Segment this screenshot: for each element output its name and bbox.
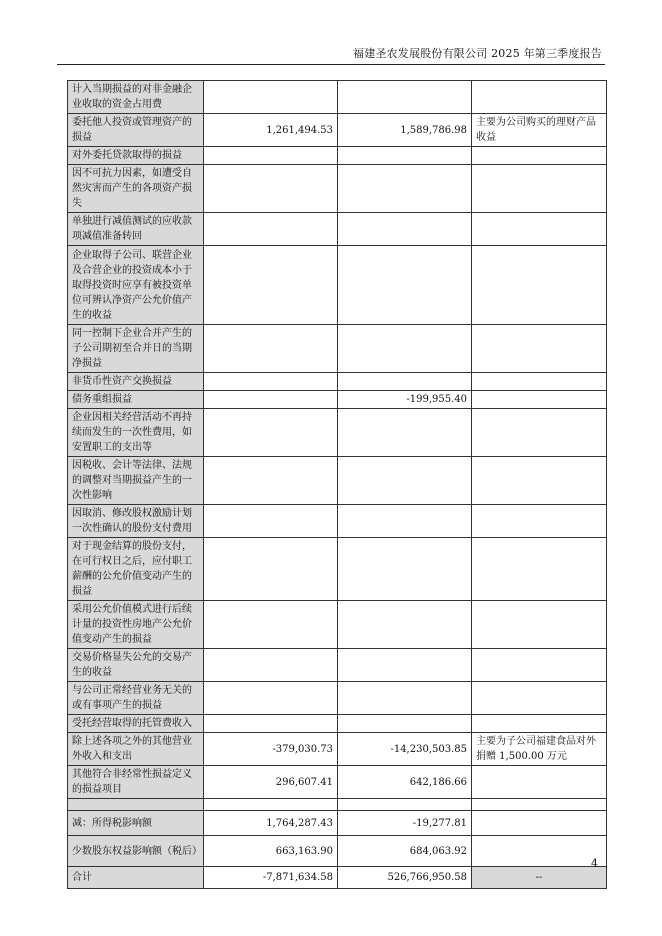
table-row bbox=[68, 147, 607, 165]
current-period-value: 1,261,494.53 bbox=[204, 114, 338, 147]
item-note bbox=[472, 505, 607, 538]
current-period-value bbox=[204, 391, 338, 409]
item-label: 非货币性资产交换损益 bbox=[68, 373, 204, 391]
table-row bbox=[68, 682, 607, 715]
table-row bbox=[68, 715, 607, 733]
item-note: 主要为公司购买的理财产品收益 bbox=[472, 114, 607, 147]
current-period-value bbox=[204, 147, 338, 165]
table-row bbox=[68, 325, 607, 373]
year-to-date-value: 1,589,786.98 bbox=[338, 114, 472, 147]
header-divider bbox=[57, 64, 605, 65]
current-period-value bbox=[204, 682, 338, 715]
item-label: 单独进行减值测试的应收款项减值准备转回 bbox=[68, 213, 204, 246]
item-note bbox=[472, 165, 607, 213]
table-row-total bbox=[68, 867, 607, 889]
table-row bbox=[68, 373, 607, 391]
current-period-value bbox=[204, 81, 338, 114]
year-to-date-value: 684,063.92 bbox=[338, 836, 472, 867]
year-to-date-value bbox=[338, 538, 472, 601]
item-note bbox=[472, 373, 607, 391]
table-row bbox=[68, 811, 607, 836]
item-label bbox=[68, 799, 204, 811]
item-note bbox=[472, 147, 607, 165]
year-to-date-value bbox=[338, 325, 472, 373]
year-to-date-value bbox=[338, 147, 472, 165]
year-to-date-value: 526,766,950.58 bbox=[338, 867, 472, 889]
item-note bbox=[472, 715, 607, 733]
year-to-date-value: 642,186.66 bbox=[338, 766, 472, 799]
year-to-date-value: -19,277.81 bbox=[338, 811, 472, 836]
item-label: 受托经营取得的托管费收入 bbox=[68, 715, 204, 733]
item-label: 因不可抗力因素，如遭受自然灾害而产生的各项资产损失 bbox=[68, 165, 204, 213]
year-to-date-value bbox=[338, 213, 472, 246]
table-row bbox=[68, 649, 607, 682]
table-row bbox=[68, 601, 607, 649]
item-note: -- bbox=[472, 867, 607, 889]
table-row bbox=[68, 457, 607, 505]
current-period-value bbox=[204, 325, 338, 373]
table-row bbox=[68, 114, 607, 147]
year-to-date-value bbox=[338, 715, 472, 733]
item-note bbox=[472, 682, 607, 715]
item-label: 同一控制下企业合并产生的子公司期初至合并日的当期净损益 bbox=[68, 325, 204, 373]
year-to-date-value: -14,230,503.85 bbox=[338, 733, 472, 766]
current-period-value bbox=[204, 538, 338, 601]
item-note bbox=[472, 799, 607, 811]
year-to-date-value bbox=[338, 457, 472, 505]
item-label: 因税收、会计等法律、法规的调整对当期损益产生的一次性影响 bbox=[68, 457, 204, 505]
page-number: 4 bbox=[591, 857, 598, 870]
item-note bbox=[472, 391, 607, 409]
table-row bbox=[68, 409, 607, 457]
item-note bbox=[472, 325, 607, 373]
current-period-value bbox=[204, 601, 338, 649]
year-to-date-value bbox=[338, 246, 472, 325]
item-label: 采用公允价值模式进行后续计量的投资性房地产公允价值变动产生的损益 bbox=[68, 601, 204, 649]
current-period-value bbox=[204, 505, 338, 538]
year-to-date-value bbox=[338, 409, 472, 457]
non-recurring-gains-losses-table bbox=[67, 80, 607, 889]
item-label: 债务重组损益 bbox=[68, 391, 204, 409]
table-row bbox=[68, 538, 607, 601]
item-label: 少数股东权益影响额（税后） bbox=[68, 836, 204, 867]
current-period-value bbox=[204, 649, 338, 682]
current-period-value: -7,871,634.58 bbox=[204, 867, 338, 889]
item-label: 委托他人投资或管理资产的损益 bbox=[68, 114, 204, 147]
item-note bbox=[472, 246, 607, 325]
current-period-value: 1,764,287.43 bbox=[204, 811, 338, 836]
year-to-date-value bbox=[338, 649, 472, 682]
current-period-value bbox=[204, 799, 338, 811]
year-to-date-value bbox=[338, 601, 472, 649]
table-row bbox=[68, 391, 607, 409]
table-row-blank bbox=[68, 799, 607, 811]
table-row bbox=[68, 766, 607, 799]
table-row bbox=[68, 246, 607, 325]
item-note bbox=[472, 81, 607, 114]
current-period-value: 296,607.41 bbox=[204, 766, 338, 799]
table-row bbox=[68, 505, 607, 538]
item-label: 减：所得税影响额 bbox=[68, 811, 204, 836]
year-to-date-value bbox=[338, 799, 472, 811]
item-note bbox=[472, 766, 607, 799]
item-label: 对于现金结算的股份支付，在可行权日之后，应付职工薪酬的公允价值变动产生的损益 bbox=[68, 538, 204, 601]
current-period-value bbox=[204, 715, 338, 733]
year-to-date-value bbox=[338, 81, 472, 114]
item-label: 交易价格显失公允的交易产生的收益 bbox=[68, 649, 204, 682]
year-to-date-value bbox=[338, 373, 472, 391]
table-row bbox=[68, 733, 607, 766]
item-note bbox=[472, 538, 607, 601]
table-row bbox=[68, 836, 607, 867]
item-note bbox=[472, 457, 607, 505]
current-period-value: -379,030.73 bbox=[204, 733, 338, 766]
item-label: 与公司正常经营业务无关的或有事项产生的损益 bbox=[68, 682, 204, 715]
item-note: 主要为子公司福建食品对外捐赠 1,500.00 万元 bbox=[472, 733, 607, 766]
year-to-date-value bbox=[338, 682, 472, 715]
current-period-value bbox=[204, 246, 338, 325]
year-to-date-value bbox=[338, 165, 472, 213]
table-row bbox=[68, 213, 607, 246]
current-period-value bbox=[204, 409, 338, 457]
current-period-value bbox=[204, 165, 338, 213]
item-label: 合计 bbox=[68, 867, 204, 889]
current-period-value bbox=[204, 373, 338, 391]
current-period-value bbox=[204, 457, 338, 505]
year-to-date-value bbox=[338, 505, 472, 538]
current-period-value bbox=[204, 213, 338, 246]
item-note bbox=[472, 811, 607, 836]
item-note bbox=[472, 601, 607, 649]
item-note bbox=[472, 409, 607, 457]
item-note bbox=[472, 836, 607, 867]
item-note bbox=[472, 649, 607, 682]
item-label: 企业因相关经营活动不再持续而发生的一次性费用，如安置职工的支出等 bbox=[68, 409, 204, 457]
report-header-title: 福建圣农发展股份有限公司 2025 年第三季度报告 bbox=[353, 47, 602, 60]
table-row bbox=[68, 165, 607, 213]
item-label: 因取消、修改股权激励计划一次性确认的股份支付费用 bbox=[68, 505, 204, 538]
current-period-value: 663,163.90 bbox=[204, 836, 338, 867]
item-label: 其他符合非经常性损益定义的损益项目 bbox=[68, 766, 204, 799]
table-row bbox=[68, 81, 607, 114]
item-label: 计入当期损益的对非金融企业收取的资金占用费 bbox=[68, 81, 204, 114]
item-label: 对外委托贷款取得的损益 bbox=[68, 147, 204, 165]
item-label: 企业取得子公司、联营企业及合营企业的投资成本小于取得投资时应享有被投资单位可辨认净资产公允价值产生的收益 bbox=[68, 246, 204, 325]
item-note bbox=[472, 213, 607, 246]
item-label: 除上述各项之外的其他营业外收入和支出 bbox=[68, 733, 204, 766]
year-to-date-value: -199,955.40 bbox=[338, 391, 472, 409]
